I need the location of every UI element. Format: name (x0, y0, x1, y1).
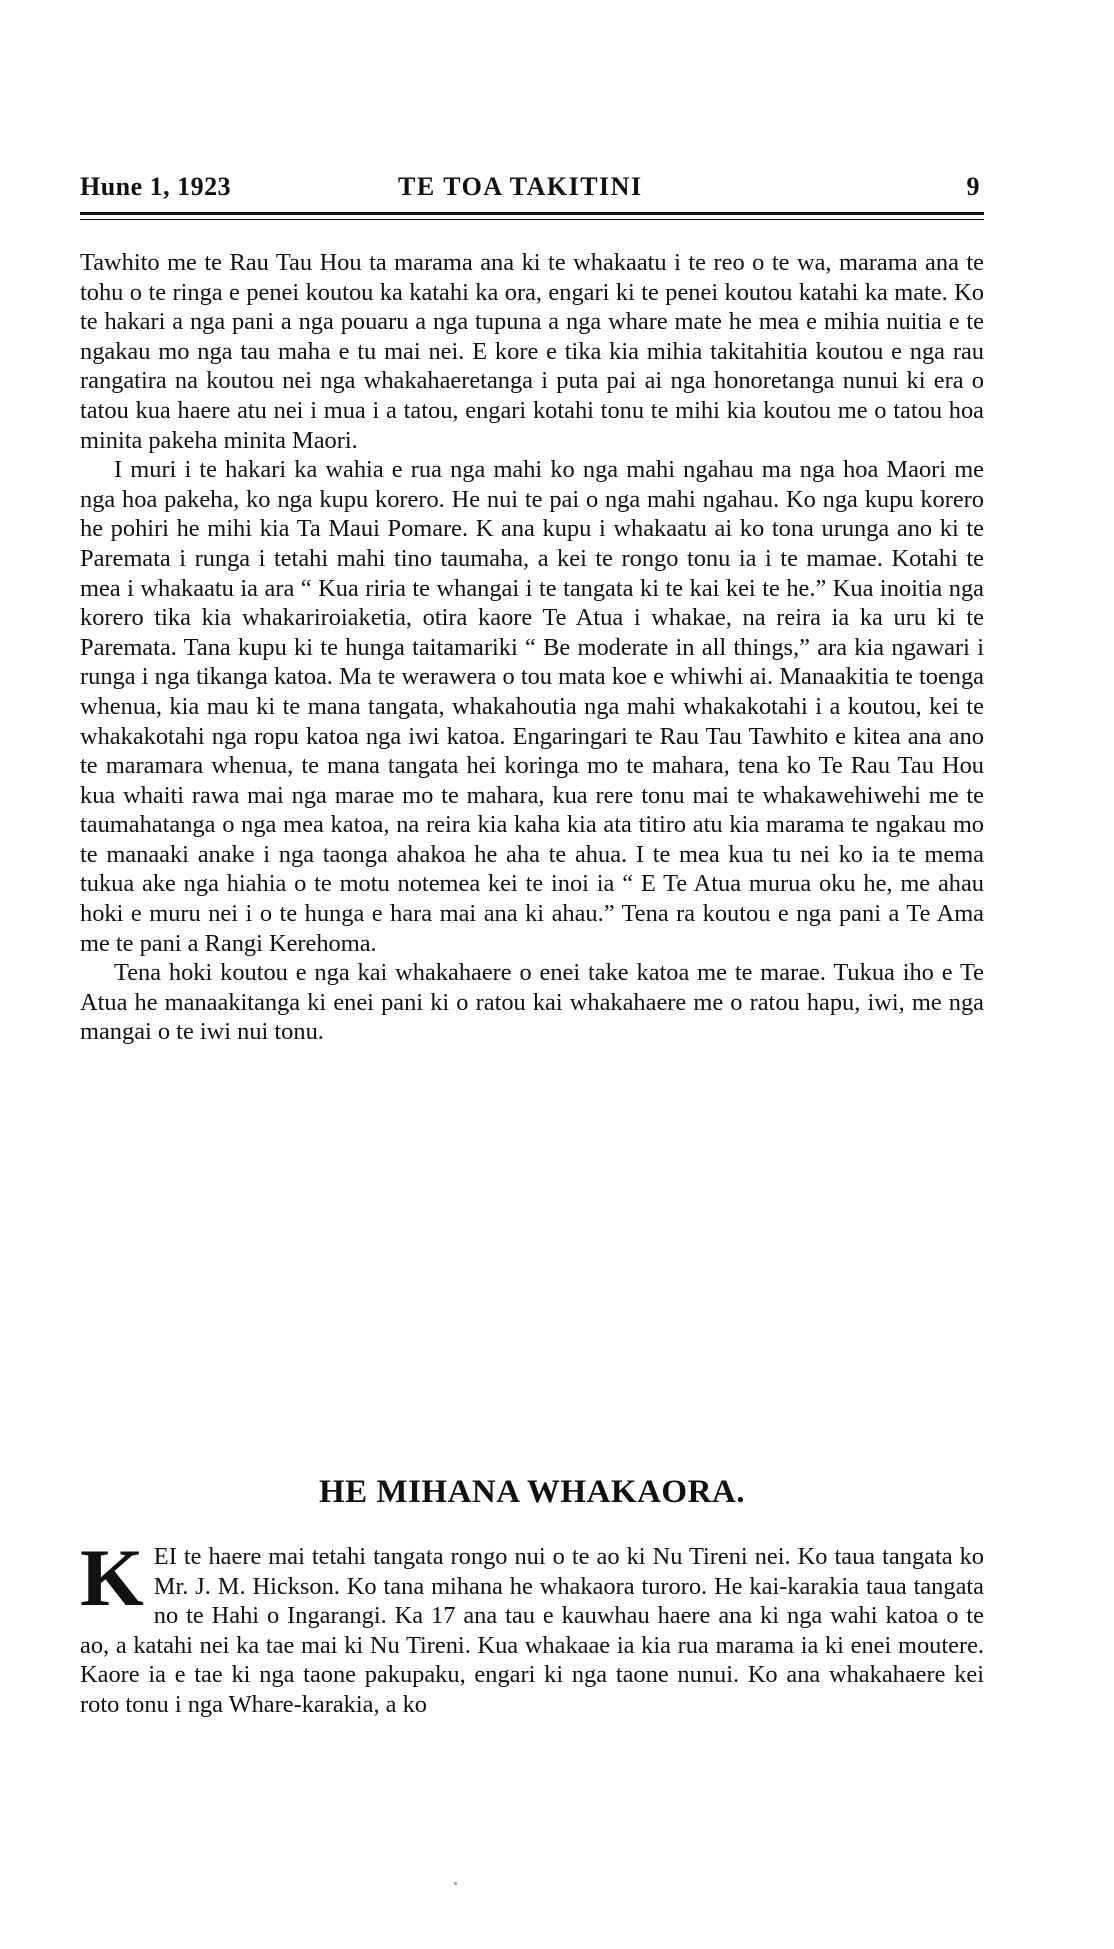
paragraph-2: I muri i te hakari ka wahia e rua nga mahi ko nga mahi ngahau ma nga hoa Maori me nga hoa pakeha, ko nga kupu korero. He nui te pai o nga mahi ngahau. Ko nga kupu korero he pohiri he mihi kia Ta Maui Pomare. K ana kupu i whakaatu ai ko tona urunga ano ki te Paremata i runga i tetahi mahi tino taumaha, a kei te rongo tonu ia i te mamae. Kotahi te mea i whakaatu ia ara “ Kua riria te whangai i te tangata ki te kai kei te he.” Kua inoitia nga korero tika kia whakariroiaketia, otira kaore Te Atua i whakae, na reira ia ka uru ki te Paremata. Tana kupu ki te hunga taitamariki “ Be moderate in all things,” ara kia ngawari i runga i nga tikanga katoa. Ma te werawera o tou mata koe e whiwhi ai. Manaakitia te toenga whenua, kia mau ki te mana tangata, whakahoutia nga mahi whakakotahi i a koutou, kei te whakakotahi nga ropu katoa nga iwi katoa. Engaringari te Rau Tau Tawhito e kitea ana ano te maramara whenua, te mana tangata hei koringa mo te mahara, tena ko Te Rau Tau Hou kua whaiti rawa mai nga marae mo te mahara, kua rere tonu mai te whakawehiwehi me te taumahatanga o nga mea katoa, na reira kia kaha kia ata titiro atu kia marama te ngakau mo te manaaki anake i nga taonga ahakoa he aha te ahua. I te mea kua tu nei ko ia te mema tukua ake nga hiahia o te motu notemea kei te inoi ia “ E Te Atua murua oku he, me ahau hoki e muru nei i o te hunga e hara mai ana ki ahau.” Tena ra koutou e nga pani a Te Ama me te pani a Rangi Kerehoma. (80, 456, 984, 957)
header-rule-thin (80, 219, 984, 220)
paragraph-3: Tena hoki koutou e nga kai whakahaere o enei take katoa me te marae. Tukua iho e Te Atua he manaakitanga ki enei pani ki o ratou kai whakahaere me o ratou hapu, iwi, me nga mangai o te iwi nui tonu. (80, 959, 984, 1046)
paragraph-1: Tawhito me te Rau Tau Hou ta marama ana ki te whakaatu i te reo o te wa, marama ana te tohu o te ringa e penei koutou ka katahi ka ora, engari ki te penei koutou katahi ka mate. Ko te hakari a nga pani a nga pouaru a nga tupuna a nga whare mate he mea e mihia nuitia e te ngakau mo nga tau maha e tu mai nei. E kore e tika kia mihia takitahitia koutou e nga rau rangatira na koutou nei nga whakahaeretanga i puta pai ai nga honoretanga nunui ki era o tatou kua haere atu nei i mua i a tatou, engari kotahi tonu te mihi kia koutou me o tatou hoa minita pakeha minita Maori. (80, 249, 984, 454)
page-header (80, 172, 980, 208)
header-date: Hune 1, 1923 (80, 172, 232, 201)
drop-cap: K (80, 1532, 144, 1623)
header-title: TE TOA TAKITINI (398, 172, 643, 201)
print-speck (454, 1882, 457, 1885)
section-heading: HE MIHANA WHAKAORA. (319, 1474, 745, 1510)
article-body (80, 248, 984, 1047)
section-paragraph: EI te haere mai tetahi tangata rongo nui o te ao ki Nu Tireni nei. Ko taua tangata ko Mr. J. M. Hickson. Ko tana mihana he whakaora turoro. He kai-karakia taua tangata no te Hahi o Ingarangi. Ka 17 ana tau e kauwhau haere ana ki nga wahi katoa o te ao, a katahi nei ka tae mai ki Nu Tireni. Kua whakaae ia kia rua marama ia ki enei moutere. Kaore ia e tae ki nga taone pakupaku, engari ki nga taone nunui. Ko ana whakahaere kei roto tonu i nga Whare-karakia, a ko (80, 1543, 984, 1718)
header-page-number: 9 (966, 172, 980, 201)
header-rule-thick (80, 212, 984, 215)
section-body (80, 1532, 984, 1720)
